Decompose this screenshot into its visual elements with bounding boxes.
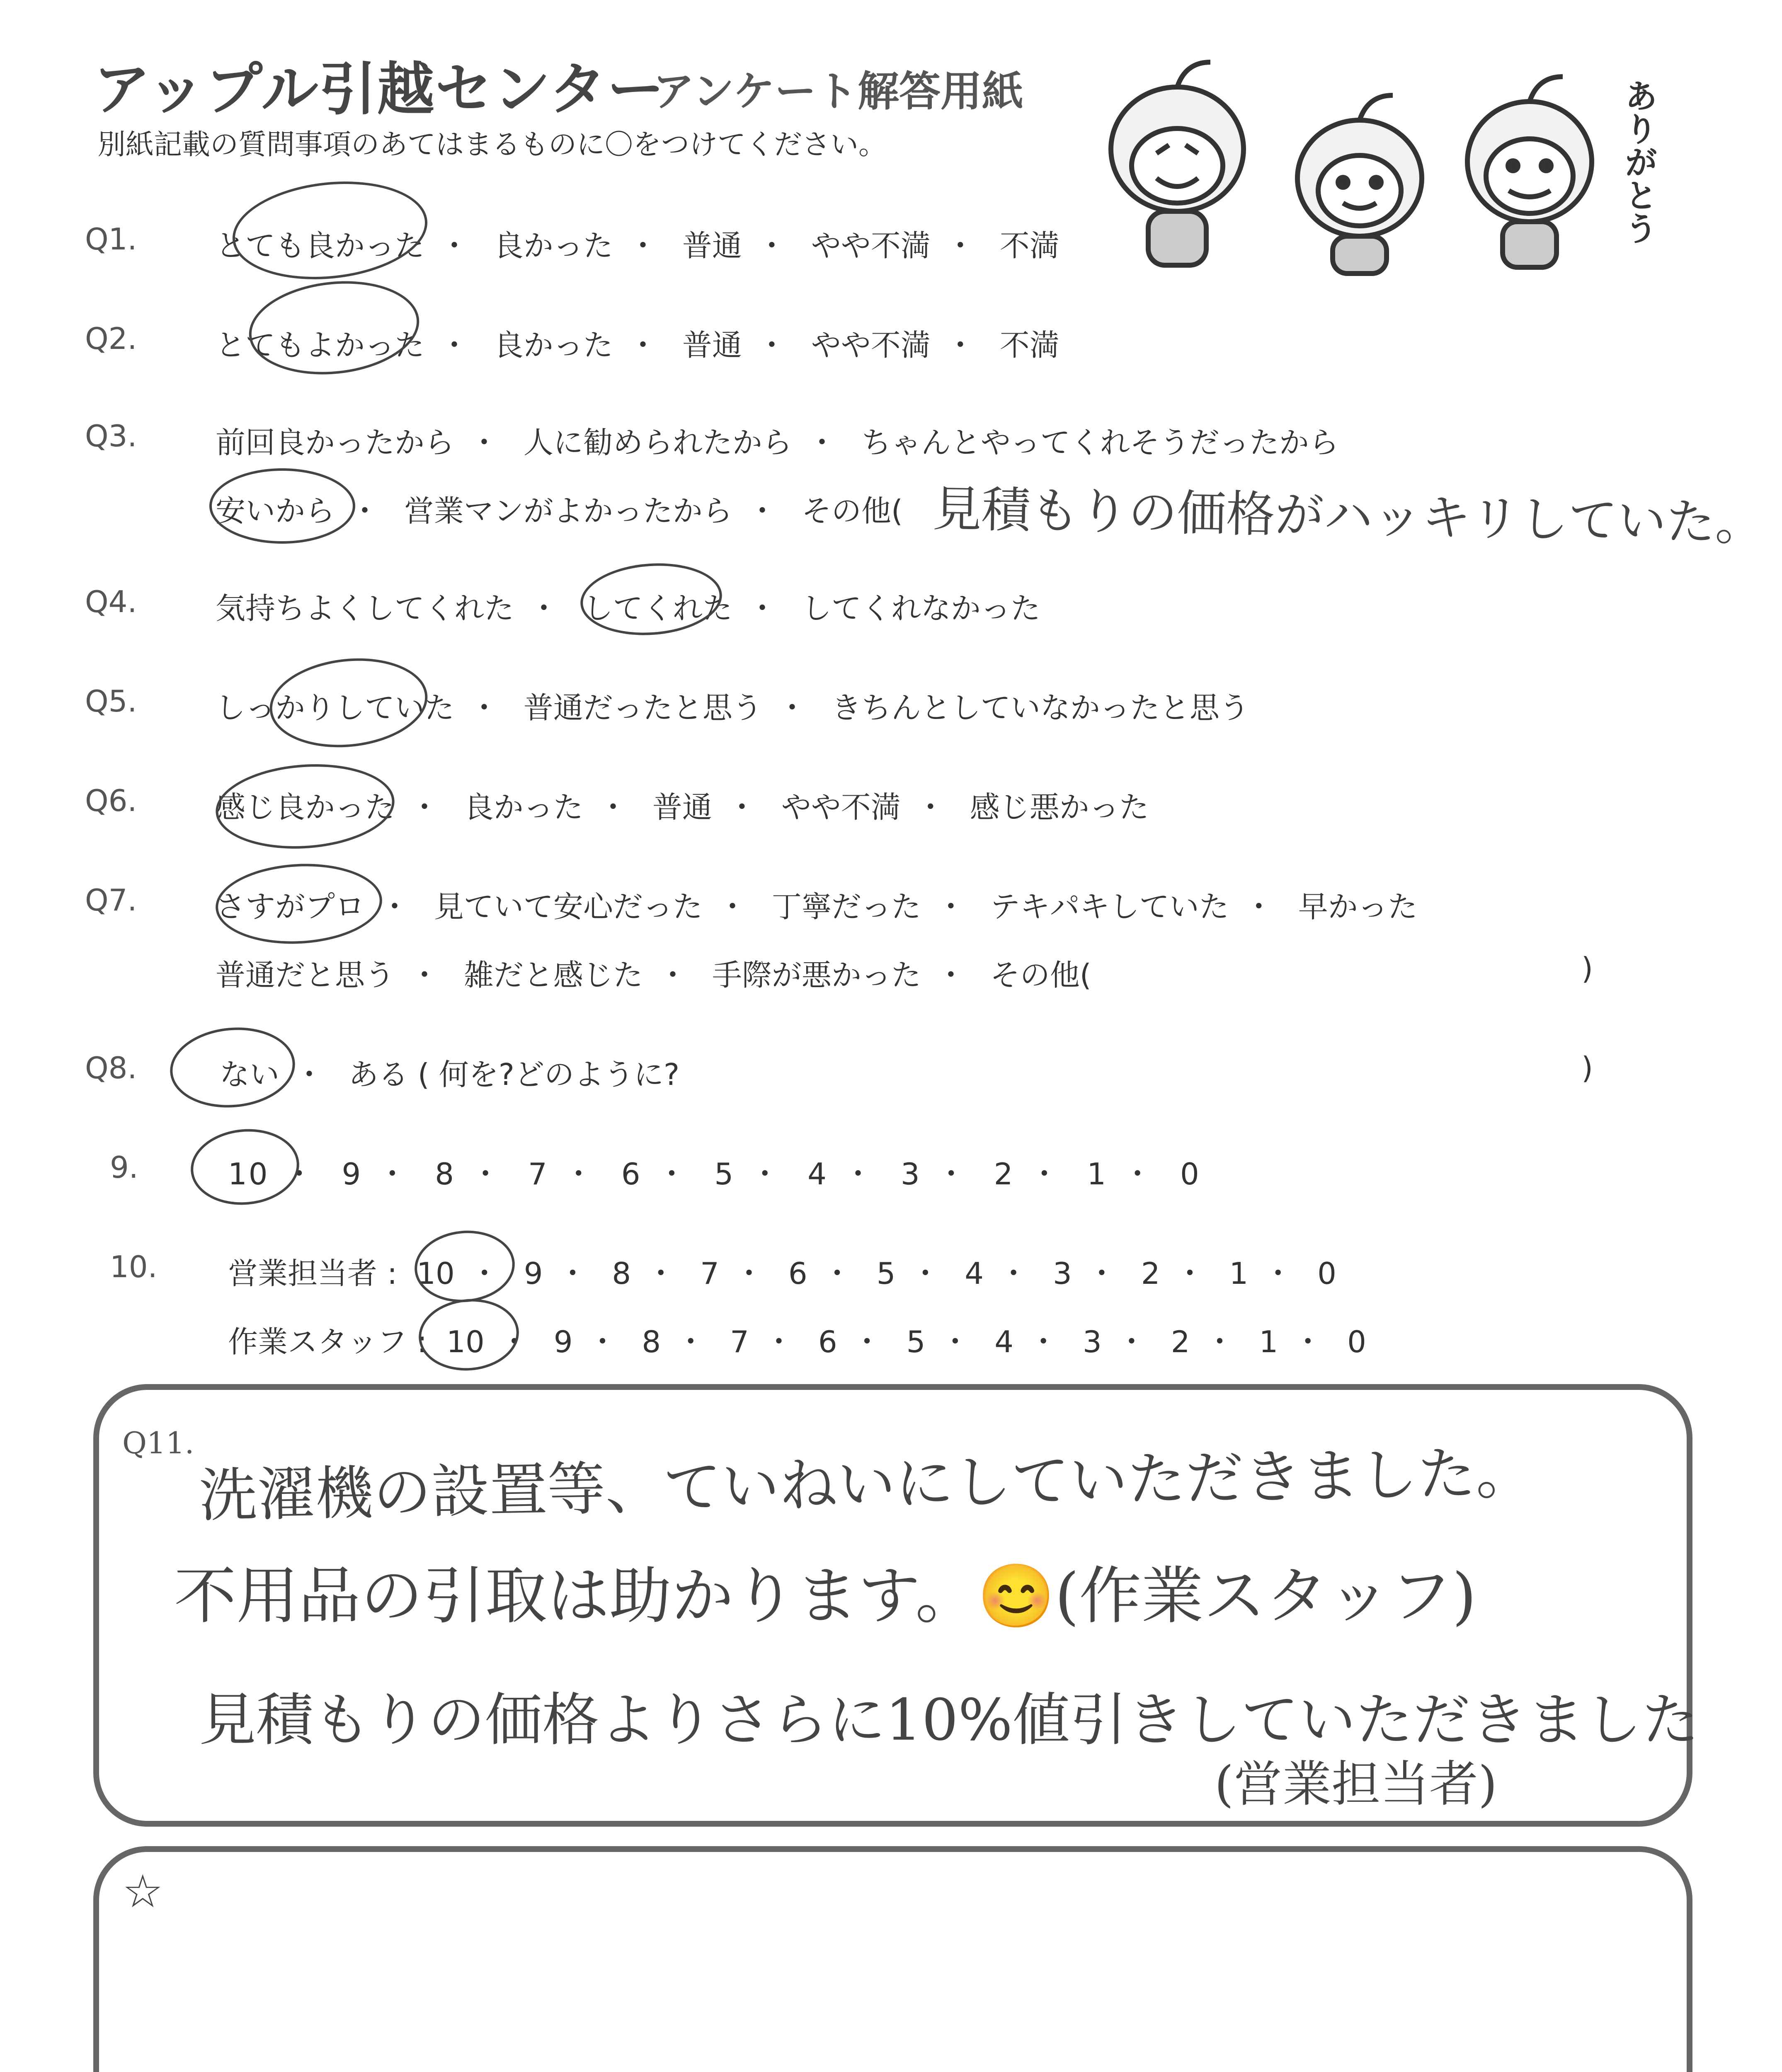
- q9-label: 9.: [110, 1150, 138, 1185]
- score[interactable]: 6: [818, 1324, 837, 1359]
- monkey-icon: [1467, 77, 1592, 267]
- answer-circle: [245, 273, 424, 382]
- option[interactable]: やや不満: [781, 790, 901, 825]
- q7-label: Q7.: [85, 883, 137, 917]
- score[interactable]: 3: [900, 1157, 921, 1191]
- option[interactable]: きちんとしていなかったと思う: [831, 690, 1249, 725]
- score[interactable]: 8: [642, 1324, 661, 1359]
- score[interactable]: 10: [417, 1256, 455, 1291]
- score[interactable]: 2: [1141, 1256, 1160, 1291]
- answer-circle: [412, 1227, 518, 1306]
- option[interactable]: さすがプロ: [216, 889, 365, 924]
- score[interactable]: 4: [965, 1256, 984, 1291]
- score[interactable]: 0: [1180, 1157, 1201, 1191]
- option[interactable]: ない: [220, 1057, 280, 1092]
- score[interactable]: 0: [1347, 1324, 1366, 1359]
- answer-circle: [188, 1125, 303, 1209]
- score[interactable]: 4: [807, 1157, 828, 1191]
- option[interactable]: とてもよかった: [216, 328, 425, 363]
- option[interactable]: 普通: [682, 328, 742, 363]
- page-title: アップル引越センター: [93, 56, 665, 123]
- score[interactable]: 7: [528, 1157, 549, 1191]
- option[interactable]: やや不満: [811, 228, 931, 263]
- comment-box: [93, 1846, 1692, 2072]
- q8-options: ない ・ ある ( 何を?どのように?: [220, 1057, 680, 1092]
- option[interactable]: 普通だったと思う: [523, 690, 762, 725]
- option[interactable]: 普通: [682, 228, 742, 263]
- score[interactable]: 10: [228, 1157, 269, 1191]
- option[interactable]: 普通だと思う: [216, 958, 395, 992]
- option[interactable]: 人に勧められたから: [523, 425, 792, 460]
- option[interactable]: 良かった: [493, 328, 613, 363]
- q8-label: Q8.: [85, 1051, 137, 1085]
- answer-circle: [209, 468, 355, 544]
- score[interactable]: 0: [1317, 1256, 1336, 1291]
- q7-options-line2: 普通だと思う ・ 雑だと感じた ・ 手際が悪かった ・ その他(: [216, 958, 1091, 992]
- q1-label: Q1.: [85, 222, 137, 257]
- monkey-icon: [1111, 62, 1244, 265]
- score[interactable]: 9: [342, 1157, 363, 1191]
- q11-handwritten-line: (営業担当者): [1215, 1755, 1498, 1813]
- score[interactable]: 8: [435, 1157, 456, 1191]
- q11-handwritten-line: 見積もりの価格よりさらに10%値引きしていただきました: [199, 1687, 1699, 1753]
- option[interactable]: とても良かった: [216, 228, 425, 263]
- score[interactable]: 2: [994, 1157, 1015, 1191]
- q2-label: Q2.: [85, 321, 137, 356]
- score[interactable]: 5: [876, 1256, 896, 1291]
- q6-label: Q6.: [85, 783, 137, 818]
- answer-circle: [578, 559, 724, 639]
- option[interactable]: 良かった: [493, 228, 613, 263]
- score[interactable]: 3: [1083, 1324, 1102, 1359]
- q11-handwritten-line: 洗濯機の設置等、ていねいにしていただきました。: [199, 1439, 1535, 1530]
- instruction-text: 別紙記載の質問事項のあてはまるものに〇をつけてください。: [97, 128, 887, 161]
- q4-label: Q4.: [85, 584, 137, 619]
- option[interactable]: やや不満: [811, 328, 931, 363]
- score[interactable]: 8: [612, 1256, 631, 1291]
- option[interactable]: その他(: [801, 494, 903, 528]
- q7-close-paren: ): [1581, 951, 1593, 986]
- q4-options: 気持ちよくしてくれた ・ してくれた ・ してくれなかった: [216, 591, 1040, 626]
- score[interactable]: 1: [1259, 1324, 1278, 1359]
- option[interactable]: 普通: [652, 790, 712, 825]
- option[interactable]: 感じ悪かった: [970, 790, 1149, 825]
- answer-circle: [265, 651, 432, 755]
- q3-options-line2: 安いから ・ 営業マンがよかったから ・ その他(: [216, 494, 903, 528]
- score[interactable]: 5: [714, 1157, 735, 1191]
- option[interactable]: してくれた: [583, 591, 732, 626]
- option[interactable]: してくれなかった: [801, 591, 1040, 626]
- q11-label: Q11.: [122, 1426, 194, 1460]
- score[interactable]: 4: [994, 1324, 1014, 1359]
- monkey-icon: [1297, 95, 1422, 274]
- q3-label: Q3.: [85, 419, 137, 453]
- score[interactable]: 7: [700, 1256, 719, 1291]
- option[interactable]: 早かった: [1298, 889, 1418, 924]
- option[interactable]: 見ていて安心だった: [434, 889, 703, 924]
- option[interactable]: しっかりしていた: [216, 690, 455, 725]
- q6-options: 感じ良かった ・ 良かった ・ 普通 ・ やや不満 ・ 感じ悪かった: [216, 790, 1149, 825]
- q10-row-sales: 営業担当者 : 10 ・ 9 ・ 8 ・ 7 ・ 6 ・ 5 ・ 4 ・ 3 ・ 2 ・ 1 ・ 0: [228, 1256, 1336, 1291]
- q11-handwritten-line: 不用品の引取は助かります。😊(作業スタッフ): [174, 1560, 1477, 1632]
- score[interactable]: 5: [906, 1324, 926, 1359]
- q5-options: しっかりしていた ・ 普通だったと思う ・ きちんとしていなかったと思う: [216, 690, 1249, 725]
- answer-circle: [228, 172, 432, 288]
- option[interactable]: 感じ良かった: [216, 790, 395, 825]
- option[interactable]: 不満: [999, 328, 1060, 363]
- score[interactable]: 7: [730, 1324, 749, 1359]
- q7-options-line1: さすがプロ ・ 見ていて安心だった ・ 丁寧だった ・ テキパキしていた ・ 早かった: [216, 889, 1418, 924]
- option[interactable]: 手際が悪かった: [712, 958, 921, 992]
- q10-label: 10.: [110, 1249, 158, 1284]
- star-icon: ☆: [122, 1865, 163, 1918]
- score[interactable]: 10: [446, 1324, 485, 1359]
- option[interactable]: 良かった: [463, 790, 583, 825]
- q1-options: とても良かった ・ 良かった ・ 普通 ・ やや不満 ・ 不満: [216, 228, 1060, 263]
- q10-row-staff: 作業スタッフ : 10 ・ 9 ・ 8 ・ 7 ・ 6 ・ 5 ・ 4 ・ 3 ・ 2 ・ 1 ・ 0: [228, 1324, 1366, 1359]
- option[interactable]: 安いから: [216, 494, 335, 528]
- score[interactable]: 2: [1171, 1324, 1190, 1359]
- answer-circle: [213, 860, 384, 948]
- score[interactable]: 6: [788, 1256, 807, 1291]
- score[interactable]: 9: [553, 1324, 573, 1359]
- option[interactable]: その他(: [990, 958, 1091, 992]
- thanks-text: ありがとう: [1619, 79, 1658, 244]
- q8-close-paren: ): [1581, 1051, 1593, 1085]
- option[interactable]: ある ( 何を?どのように?: [348, 1057, 680, 1092]
- q5-label: Q5.: [85, 684, 137, 719]
- mascot-illustration: [1094, 54, 1658, 278]
- option[interactable]: ちゃんとやってくれそうだったから: [861, 425, 1339, 460]
- answer-circle: [213, 758, 397, 854]
- q2-options: とてもよかった ・ 良かった ・ 普通 ・ やや不満 ・ 不満: [216, 328, 1060, 363]
- score[interactable]: 6: [621, 1157, 642, 1191]
- score[interactable]: 9: [524, 1256, 543, 1291]
- q9-scale: 10 ・ 9 ・ 8 ・ 7 ・ 6 ・ 5 ・ 4 ・ 3 ・ 2 ・ 1 ・ 0: [228, 1157, 1201, 1191]
- score[interactable]: 1: [1229, 1256, 1249, 1291]
- q3-options-line1: 前回良かったから ・ 人に勧められたから ・ ちゃんとやってくれそうだったから: [216, 425, 1339, 460]
- option[interactable]: 不満: [999, 228, 1060, 263]
- row-name: 営業担当者: [228, 1256, 378, 1291]
- answer-circle: [416, 1295, 522, 1375]
- q3-other-answer: 見積もりの価格がハッキリしていた。: [932, 480, 1765, 552]
- page-subtitle: アンケート解答用紙: [653, 67, 1023, 116]
- row-name: 作業スタッフ: [228, 1324, 407, 1359]
- option[interactable]: 前回良かったから: [216, 425, 455, 460]
- option[interactable]: 丁寧だった: [771, 889, 921, 924]
- option[interactable]: 営業マンがよかったから: [404, 494, 732, 528]
- answer-circle: [167, 1022, 298, 1113]
- option[interactable]: テキパキしていた: [990, 889, 1229, 924]
- option[interactable]: 雑だと感じた: [463, 958, 643, 992]
- option[interactable]: 気持ちよくしてくれた: [216, 591, 514, 626]
- score[interactable]: 3: [1053, 1256, 1072, 1291]
- score[interactable]: 1: [1087, 1157, 1108, 1191]
